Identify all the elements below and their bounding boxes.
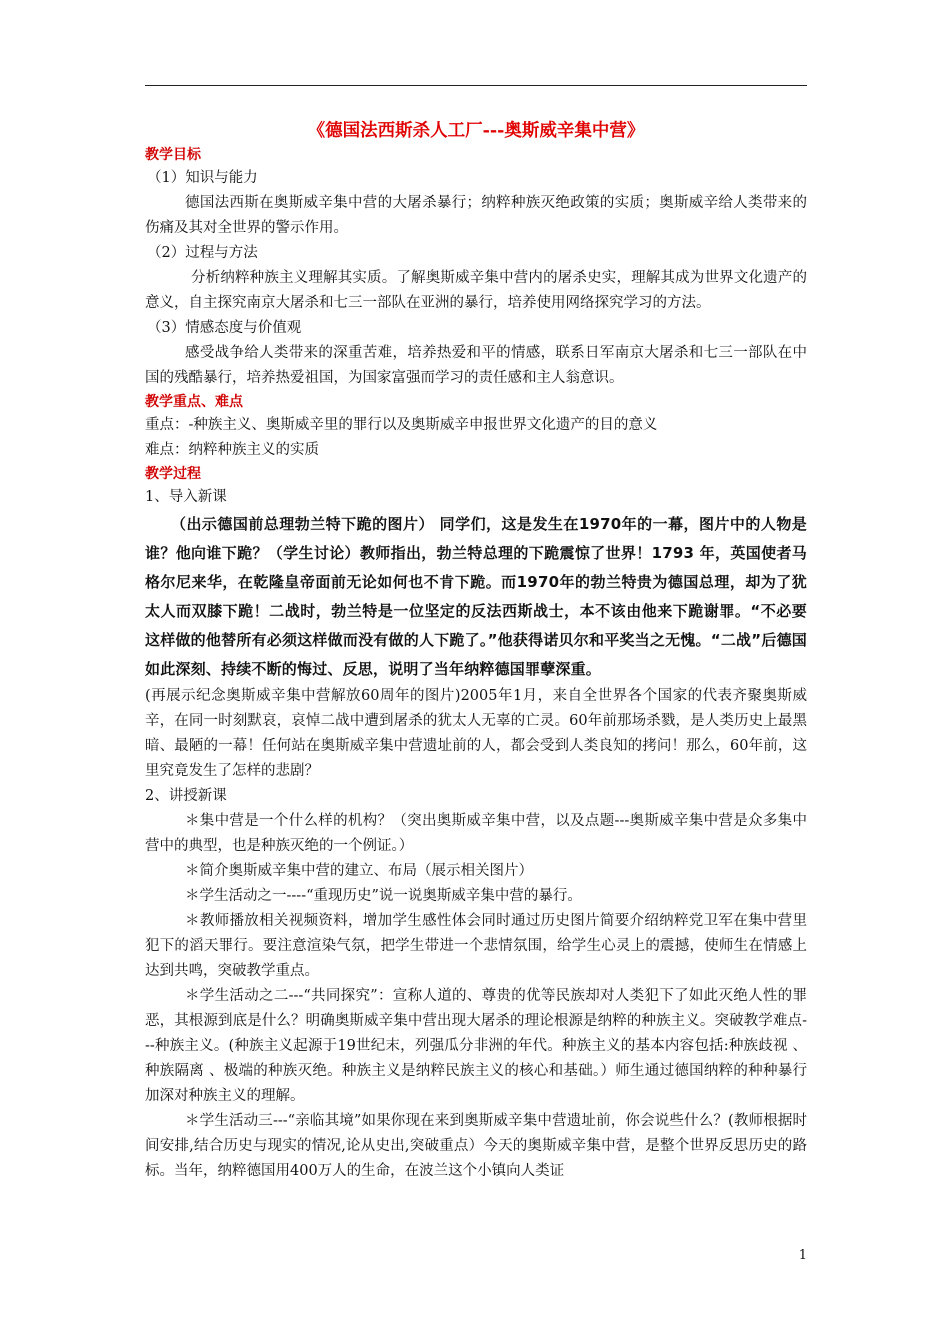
paragraph-anniversary: (再展示纪念奥斯威辛集中营解放60周年的图片)2005年1月，来自全世界各个国家的代表齐聚奥斯威辛，在同一时刻默哀，哀悼二战中遭到屠杀的犹太人无辜的亡灵。60年前那场杀戮，是人类历史上最黑暗、最陋的一幕！任何站在奥斯威辛集中营遗址前的人，都会受到人类良知的拷问！那么，60年前，这里究竟发生了怎样的悲剧？ xyxy=(145,688,807,779)
intro-bold-text: （出示德国前总理勃兰特下跪的图片） 同学们，这是发生在1970年的一幕，图片中的人物是谁？他向谁下跪？（学生讨论）教师指出，勃兰特总理的下跪震惊了世界！1793 年，英国使者马格尔尼来华，在乾隆皇帝面前无论如何也不肯下跪。而1970年的勃兰特贵为德国总理，却为了犹太人而双膝下跪！二战时，勃兰特是一位坚定的反法西斯战士，本不该由他来下跪谢罪。“不必要这样做的他替所有必须这样做而没有做的人下跪了。”他获得诺贝尔和平奖当之无愧。“二战”后德国如此深刻、持续不断的悔过、反思，说明了当年纳粹德国罪孽深重。 xyxy=(145,515,807,678)
section-heading-objectives: 教学目标 xyxy=(145,147,201,163)
page-number: 1 xyxy=(798,1248,807,1263)
list-item: ＊教师播放相关视频资料，增加学生感性体会同时通过历史图片简要介绍纳粹党卫军在集中营里犯下的滔天罪行。要注意渲染气氛，把学生带进一个悲情氛围，给学生心灵上的震撼，使师生在情感上达到共鸣，突破教学重点。 xyxy=(145,913,807,979)
step-teaching-heading: 2、讲授新课 xyxy=(145,788,227,804)
header-rule xyxy=(145,85,807,86)
paragraph-process: 分析纳粹种族主义理解其实质。了解奥斯威辛集中营内的屠杀史实，理解其成为世界文化遗产的意义，自主探究南京大屠杀和七三一部队在亚洲的暴行，培养使用网络探究学习的方法。 xyxy=(145,270,807,311)
section-heading-key-points: 教学重点、难点 xyxy=(145,394,243,410)
intro-bold-paragraph xyxy=(145,510,807,684)
list-item: ＊简介奥斯威辛集中营的建立、布局（展示相关图片） xyxy=(185,863,533,879)
subheading-attitude: （3）情感态度与价值观 xyxy=(147,320,302,336)
key-point-text: 重点：-种族主义、奥斯威辛里的罪行以及奥斯威辛申报世界文化遗产的目的意义 xyxy=(145,417,658,433)
list-item: ＊集中营是一个什么样的机构？（突出奥斯威辛集中营，以及点题---奥斯威辛集中营是众多集中营中的典型，也是种族灭绝的一个例证。） xyxy=(145,813,807,854)
subheading-knowledge: （1）知识与能力 xyxy=(147,170,258,186)
document-body xyxy=(145,118,807,1184)
step-intro-heading: 1、导入新课 xyxy=(145,489,227,505)
subheading-process: （2）过程与方法 xyxy=(147,245,258,261)
list-item: ＊学生活动之二---“共同探究”：宣称人道的、尊贵的优等民族却对人类犯下了如此灭绝人性的罪恶，其根源到底是什么？明确奥斯威辛集中营出现大屠杀的理论根源是纳粹的种族主义。突破教学难点---种族主义。(种族主义起源于19世纪末，列强瓜分非洲的年代。种族主义的基本内容包括:种族歧视 、种族隔离 、极端的种族灭绝。种族主义是纳粹民族主义的核心和基础。）师生通过德国纳粹的种种暴行加深对种族主义的理解。 xyxy=(145,988,807,1104)
section-heading-process: 教学过程 xyxy=(145,466,201,482)
difficult-point-text: 难点：纳粹种族主义的实质 xyxy=(145,442,319,458)
list-item: ＊学生活动三---“亲临其境”如果你现在来到奥斯威辛集中营遗址前，你会说些什么？(教师根据时间安排,结合历史与现实的情况,论从史出,突破重点）今天的奥斯威辛集中营，是整个世界反思历史的路标。当年，纳粹德国用400万人的生命，在波兰这个小镇向人类证 xyxy=(145,1113,807,1179)
paragraph-knowledge: 德国法西斯在奥斯威辛集中营的大屠杀暴行；纳粹种族灭绝政策的实质；奥斯威辛给人类带来的伤痛及其对全世界的警示作用。 xyxy=(145,195,807,236)
paragraph-attitude: 感受战争给人类带来的深重苦难，培养热爱和平的情感，联系日军南京大屠杀和七三一部队在中国的残酷暴行，培养热爱祖国，为国家富强而学习的责任感和主人翁意识。 xyxy=(145,345,807,386)
list-item: ＊学生活动之一----“重现历史”说一说奥斯威辛集中营的暴行。 xyxy=(185,888,582,904)
document-title: 《德国法西斯杀人工厂---奥斯威辛集中营》 xyxy=(307,121,645,141)
